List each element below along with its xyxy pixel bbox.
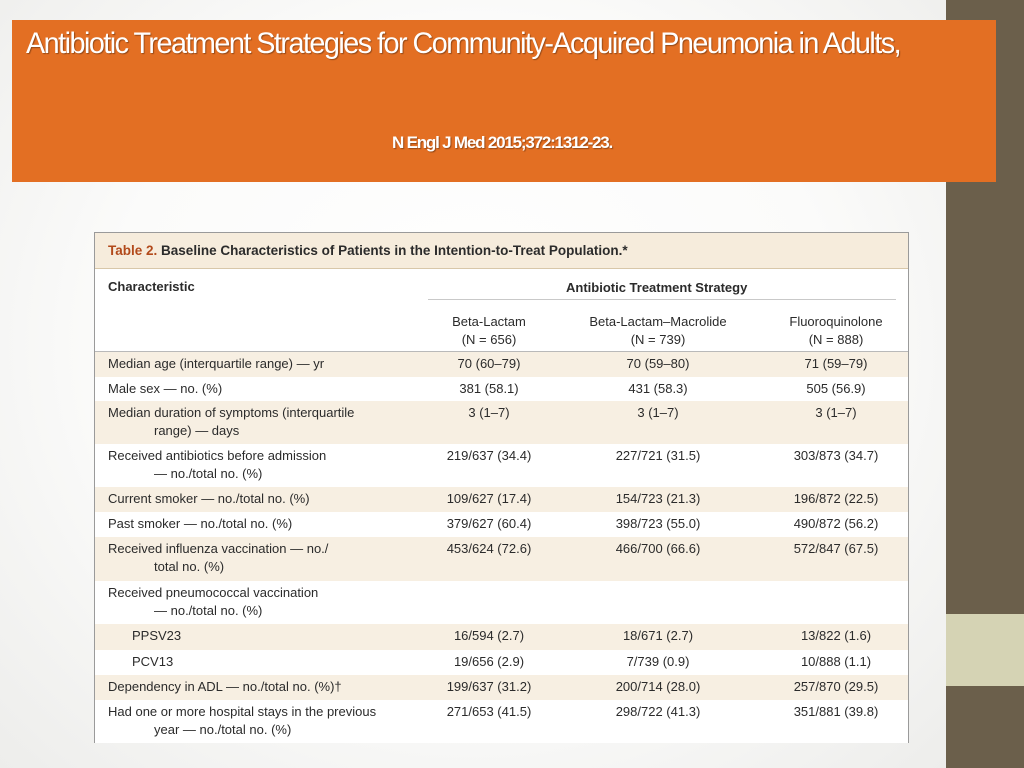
row-label: Past smoker — no./total no. (%) <box>108 516 293 531</box>
cell-beta-lactam-macrolide: 200/714 (28.0) <box>615 679 701 694</box>
cell-fluoroquinolone: 257/870 (29.5) <box>793 679 879 694</box>
row-label: Median age (interquartile range) — yr <box>108 356 325 371</box>
row-label <box>108 540 418 576</box>
table-body <box>95 352 908 743</box>
table-row <box>95 512 908 537</box>
characteristic-header: Characteristic <box>108 279 195 294</box>
strategy-group-header: Antibiotic Treatment Strategy <box>566 280 748 295</box>
row-label-line: Median duration of symptoms (interquartile <box>108 405 355 420</box>
row-label: Male sex — no. (%) <box>108 381 223 396</box>
cell-beta-lactam: 199/637 (31.2) <box>446 679 532 694</box>
row-label <box>108 584 418 620</box>
row-label-line: Received antibiotics before admission <box>108 448 327 463</box>
table-caption-title: Baseline Characteristics of Patients in the Intention-to-Treat Population.* <box>161 243 628 258</box>
row-label: PPSV23 <box>132 628 182 643</box>
column-n: (N = 888) <box>808 332 864 347</box>
cell-beta-lactam: 219/637 (34.4) <box>446 448 532 463</box>
column-name: Fluoroquinolone <box>789 314 883 329</box>
cell-beta-lactam-macrolide: 7/739 (0.9) <box>626 654 690 669</box>
row-label-continuation: year — no./total no. (%) <box>154 722 292 737</box>
cell-beta-lactam-macrolide: 70 (59–80) <box>626 356 690 371</box>
cell-beta-lactam-macrolide: 227/721 (31.5) <box>615 448 701 463</box>
column-header-beta-lactam <box>428 313 550 349</box>
row-label <box>108 404 418 440</box>
table-row <box>95 377 908 401</box>
cell-beta-lactam-macrolide: 466/700 (66.6) <box>615 541 701 556</box>
table-row <box>95 352 908 377</box>
column-header-fluoroquinolone <box>775 313 897 349</box>
cell-beta-lactam: 453/624 (72.6) <box>446 541 532 556</box>
cell-fluoroquinolone: 3 (1–7) <box>815 405 857 420</box>
row-label-continuation: — no./total no. (%) <box>154 466 263 481</box>
table-row <box>95 444 908 487</box>
column-name: Beta-Lactam <box>452 314 526 329</box>
cell-beta-lactam-macrolide: 18/671 (2.7) <box>622 628 694 643</box>
table-row <box>95 401 908 444</box>
table-row <box>95 675 908 700</box>
cell-beta-lactam-macrolide: 398/723 (55.0) <box>615 516 701 531</box>
cell-beta-lactam: 379/627 (60.4) <box>446 516 532 531</box>
cell-fluoroquinolone: 196/872 (22.5) <box>793 491 879 506</box>
cell-beta-lactam: 109/627 (17.4) <box>446 491 532 506</box>
decorative-sidebar-accent <box>946 614 1024 686</box>
cell-fluoroquinolone: 505 (56.9) <box>806 381 866 396</box>
row-label-continuation: — no./total no. (%) <box>154 603 263 618</box>
cell-fluoroquinolone: 71 (59–79) <box>804 356 868 371</box>
column-header-beta-lactam-macrolide <box>575 313 741 349</box>
cell-beta-lactam: 16/594 (2.7) <box>453 628 525 643</box>
column-name: Beta-Lactam–Macrolide <box>589 314 727 329</box>
table-caption-label: Table 2. <box>108 243 158 258</box>
cell-fluoroquinolone: 13/822 (1.6) <box>800 628 872 643</box>
row-label <box>108 703 418 739</box>
row-label-continuation: total no. (%) <box>154 559 225 574</box>
row-label <box>108 447 418 483</box>
row-label-line: Had one or more hospital stays in the previous <box>108 704 377 719</box>
cell-fluoroquinolone: 572/847 (67.5) <box>793 541 879 556</box>
slide-citation: N Engl J Med 2015;372:1312-23. <box>392 133 613 152</box>
cell-beta-lactam-macrolide: 298/722 (41.3) <box>615 704 701 719</box>
cell-fluoroquinolone: 351/881 (39.8) <box>793 704 879 719</box>
cell-beta-lactam: 381 (58.1) <box>459 381 519 396</box>
row-label-continuation: range) — days <box>154 423 240 438</box>
cell-beta-lactam-macrolide: 3 (1–7) <box>637 405 679 420</box>
table-row <box>95 700 908 743</box>
column-n: (N = 739) <box>630 332 686 347</box>
cell-beta-lactam: 3 (1–7) <box>468 405 510 420</box>
row-label-line: Received pneumococcal vaccination <box>108 585 319 600</box>
cell-beta-lactam-macrolide: 431 (58.3) <box>628 381 688 396</box>
row-label: Current smoker — no./total no. (%) <box>108 491 310 506</box>
table-caption <box>95 233 908 269</box>
row-label: PCV13 <box>132 654 174 669</box>
column-n: (N = 656) <box>461 332 517 347</box>
cell-beta-lactam: 271/653 (41.5) <box>446 704 532 719</box>
cell-beta-lactam: 19/656 (2.9) <box>453 654 525 669</box>
group-header-rule <box>428 299 896 300</box>
cell-beta-lactam: 70 (60–79) <box>457 356 521 371</box>
cell-fluoroquinolone: 10/888 (1.1) <box>800 654 872 669</box>
slide-title: Antibiotic Treatment Strategies for Community-Acquired Pneumonia in Adults, <box>26 27 901 60</box>
cell-fluoroquinolone: 303/873 (34.7) <box>793 448 879 463</box>
baseline-table <box>94 232 909 743</box>
table-row <box>95 624 908 650</box>
row-label: Dependency in ADL — no./total no. (%)† <box>108 679 342 694</box>
row-label-line: Received influenza vaccination — no./ <box>108 541 329 556</box>
table-row <box>95 650 908 675</box>
table-row <box>95 487 908 512</box>
cell-beta-lactam-macrolide: 154/723 (21.3) <box>615 491 701 506</box>
cell-fluoroquinolone: 490/872 (56.2) <box>793 516 879 531</box>
table-row <box>95 537 908 581</box>
table-row <box>95 581 908 624</box>
